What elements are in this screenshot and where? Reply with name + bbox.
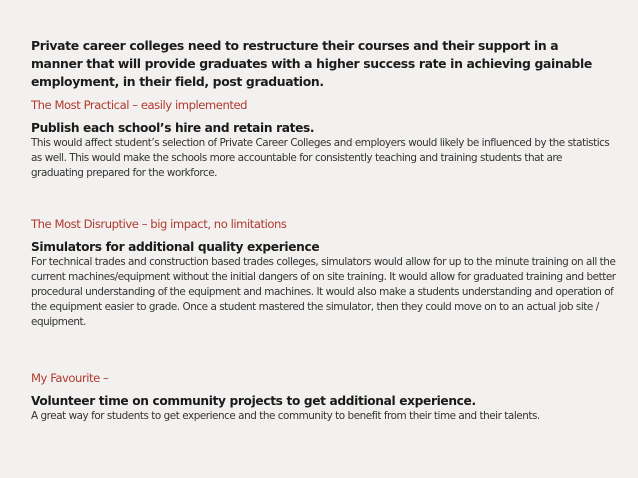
section-heading: My Favourite – xyxy=(31,371,109,385)
section-most-disruptive xyxy=(31,217,617,330)
section-heading: The Most Disruptive – big impact, no limitations xyxy=(31,217,287,231)
section-my-favourite xyxy=(31,371,617,424)
section-heading: The Most Practical – easily implemented xyxy=(31,98,248,112)
intro-statement: Private career colleges need to restructure their courses and their support in a manner that will provide graduates with a higher success rate in achieving gainable employment, in their field, post graduation. xyxy=(31,38,592,89)
section-title: Volunteer time on community projects to get additional experience. xyxy=(31,394,476,408)
section-most-practical xyxy=(31,98,617,181)
section-title: Publish each school’s hire and retain rates. xyxy=(31,121,315,135)
section-body: For technical trades and construction based trades colleges, simulators would allow for up to the minute training on all the current machines/equipment without the initial dangers of on site training. It would allow for graduated training and better procedural understanding of the equipment and machines. It would also make a students understanding and operation of the equipment easier to grade. Once a student mastered the simulator, then they could move on to an actual job site / equipment. xyxy=(31,256,616,328)
section-body: A great way for students to get experience and the community to benefit from their time and their talents. xyxy=(31,410,540,422)
section-title: Simulators for additional quality experience xyxy=(31,240,320,254)
section-body: This would affect student’s selection of Private Career Colleges and employers would likely be influenced by the statistics as well. This would make the schools more accountable for consistently teaching and training students that are graduating prepared for the workforce. xyxy=(31,137,610,179)
